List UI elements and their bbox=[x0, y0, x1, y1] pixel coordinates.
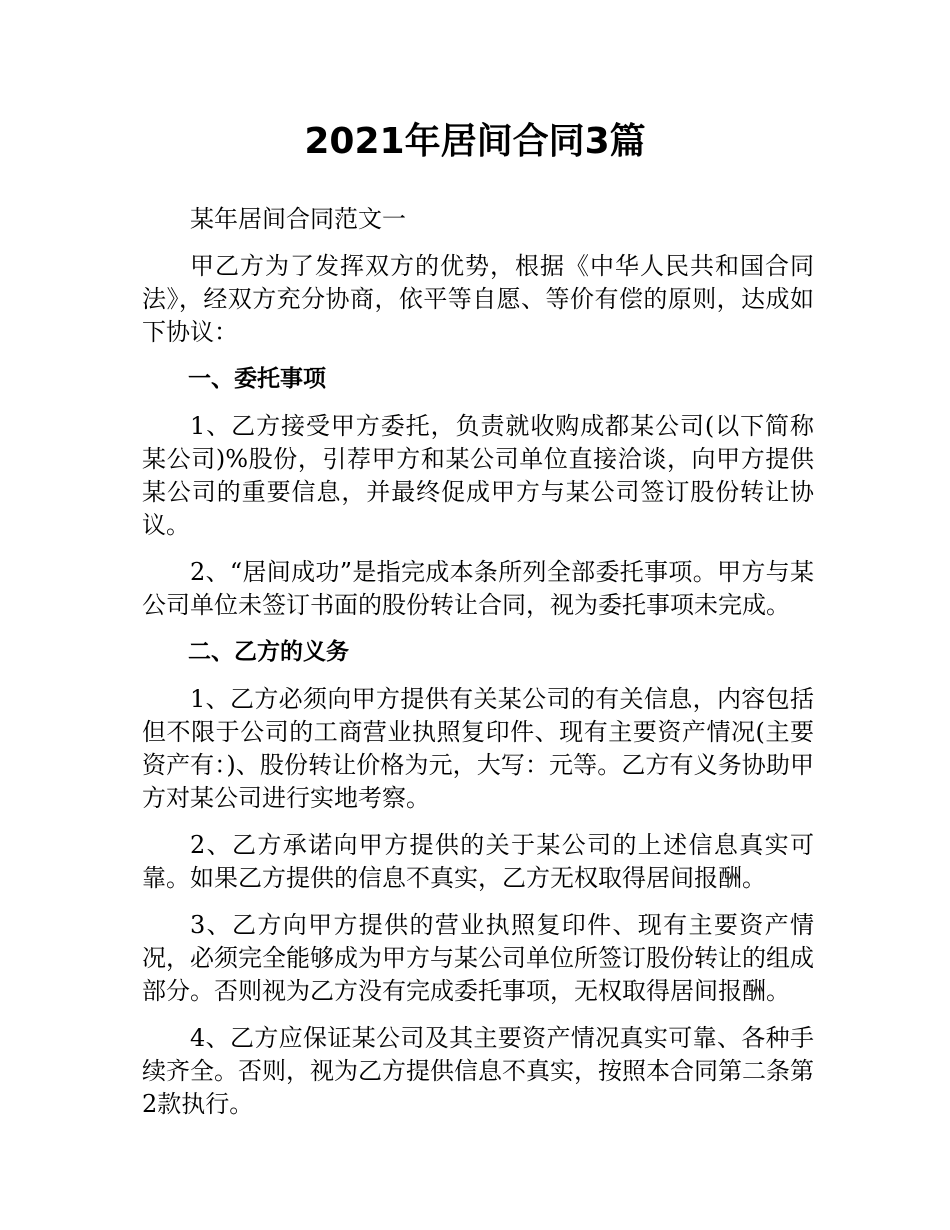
subtitle: 某年居间合同范文一 bbox=[190, 205, 406, 233]
clause-paragraph: 3、乙方向甲方提供的营业执照复印件、现有主要资产情况，必须完全能够成为甲方与某公司单位所签订股份转让的组成部分。否则视为乙方没有完成委托事项，无权取得居间报酬。 bbox=[142, 911, 814, 1005]
section-party-b-obligations bbox=[142, 636, 814, 1121]
document-body bbox=[142, 203, 814, 1135]
clause-paragraph: 1、乙方必须向甲方提供有关某公司的有关信息，内容包括但不限于公司的工商营业执照复印件、现有主要资产情况(主要资产有：)、股份转让价格为元，大写：元等。乙方有义务协助甲方对某公司进行实地考察。 bbox=[142, 685, 814, 812]
clause-paragraph: 2、乙方承诺向甲方提供的关于某公司的上述信息真实可靠。如果乙方提供的信息不真实，乙方无权取得居间报酬。 bbox=[142, 831, 814, 892]
clause-paragraph: 2、“居间成功”是指完成本条所列全部委托事项。甲方与某公司单位未签订书面的股份转让合同，视为委托事项未完成。 bbox=[142, 558, 814, 619]
document-title: 2021年居间合同3篇 bbox=[304, 121, 646, 162]
section-heading: 一、委托事项 bbox=[188, 366, 326, 392]
clause-paragraph: 4、乙方应保证某公司及其主要资产情况真实可靠、各种手续齐全。否则，视为乙方提供信息不真实，按照本合同第二条第2款执行。 bbox=[142, 1024, 814, 1118]
clause-paragraph: 1、乙方接受甲方委托，负责就收购成都某公司(以下简称某公司)%股份，引荐甲方和某公司单位直接洽谈，向甲方提供某公司的重要信息，并最终促成甲方与某公司签订股份转让协议。 bbox=[142, 412, 814, 539]
intro-paragraph: 甲乙方为了发挥双方的优势，根据《中华人民共和国合同法》，经双方充分协商，依平等自愿、等价有偿的原则，达成如下协议： bbox=[142, 252, 814, 346]
section-heading: 二、乙方的义务 bbox=[188, 639, 349, 665]
section-entrusted-matters bbox=[142, 363, 814, 622]
